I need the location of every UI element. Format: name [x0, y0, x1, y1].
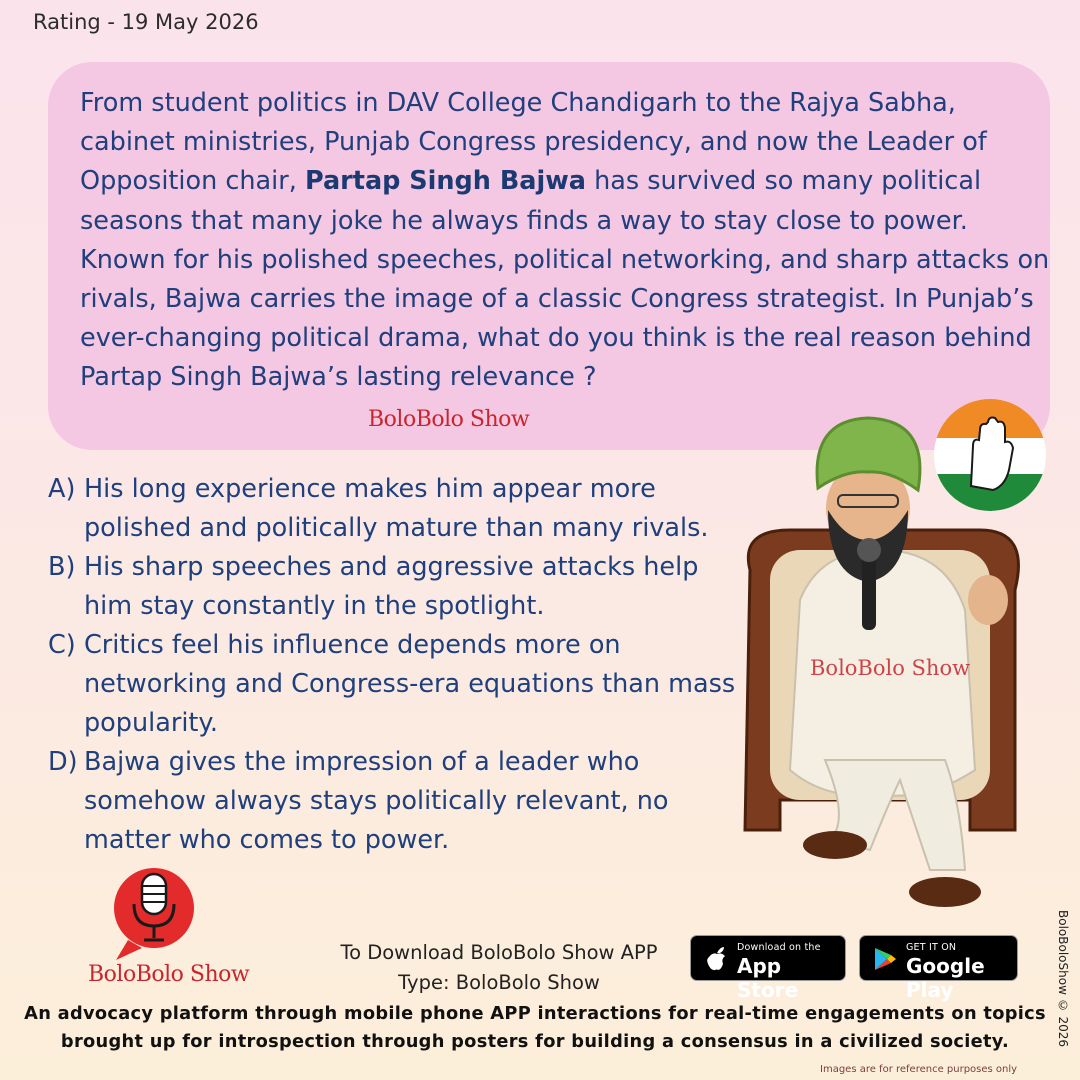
option-a[interactable]	[48, 470, 748, 548]
option-text: Bajwa gives the impression of a leader who somehow always stays politically relevant, no matter who comes to power.	[84, 747, 669, 855]
google-play-icon	[872, 946, 898, 972]
question-brand: BoloBolo Show	[368, 407, 530, 432]
download-line-2: Type: BoloBolo Show	[398, 971, 600, 994]
shoe-right	[909, 877, 981, 907]
download-instructions	[318, 938, 680, 998]
google-play-small-text: GET IT ON	[906, 942, 957, 953]
option-letter: A)	[48, 474, 76, 504]
option-d[interactable]	[48, 743, 748, 860]
google-play-label: Google Play	[906, 954, 985, 1002]
shoe-left	[803, 831, 867, 859]
disclaimer: Images are for reference purposes only	[820, 1064, 1018, 1075]
option-letter: B)	[48, 552, 76, 582]
apple-icon	[705, 945, 729, 973]
copyright-vertical: BoloBoloShow © 2026	[1056, 910, 1070, 1048]
google-play-button[interactable]	[859, 935, 1018, 1002]
option-letter: C)	[48, 630, 76, 660]
microphone-head	[857, 538, 881, 562]
podcast-logo-icon	[108, 864, 200, 964]
party-emblem	[933, 398, 1047, 512]
raised-hand	[968, 575, 1008, 625]
option-text: His sharp speeches and aggressive attacks help him stay constantly in the spotlight.	[84, 552, 699, 621]
app-store-button[interactable]	[690, 935, 846, 1002]
question-text-before: From student politics in DAV College Chandigarh to the Rajya Sabha, cabinet ministries, Punjab Congress presidency, and now the Leader of Opposition chair,	[80, 88, 987, 197]
date-label: Rating - 19 May 2026	[33, 10, 259, 34]
app-store-small-text: Download on the	[737, 942, 821, 953]
options-list	[48, 470, 748, 860]
option-text: His long experience makes him appear more polished and politically mature than many rivals.	[84, 474, 709, 543]
politician-name: Partap Singh Bajwa	[304, 166, 586, 197]
illustration-watermark: BoloBolo Show	[810, 656, 971, 680]
option-letter: D)	[48, 747, 78, 777]
footer-tagline: An advocacy platform through mobile phone APP interactions for real-time engagements on topics brought up for introspection through posters for building a consensus in a civilized society.	[24, 1003, 1046, 1052]
option-text: Critics feel his influence depends more on networking and Congress-era equations than mass popularity.	[84, 630, 736, 738]
question-text-after: has survived so many political seasons that many joke he always finds a way to stay close to power. Known for his polished speeches, political networking, and sharp attacks on rivals, Bajwa carries the image of a classic Congress strategist. In Punjab’s ever-changing political drama, what do you think is the real reason behind Partap Singh Bajwa’s lasting relevance ?	[80, 166, 1050, 393]
option-c[interactable]	[48, 626, 748, 743]
bottom-brand: BoloBolo Show	[88, 962, 250, 987]
app-store-label: App Store	[737, 954, 799, 1002]
question-text	[80, 84, 1050, 398]
download-line-1: To Download BoloBolo Show APP	[340, 941, 658, 964]
option-b[interactable]	[48, 548, 748, 626]
